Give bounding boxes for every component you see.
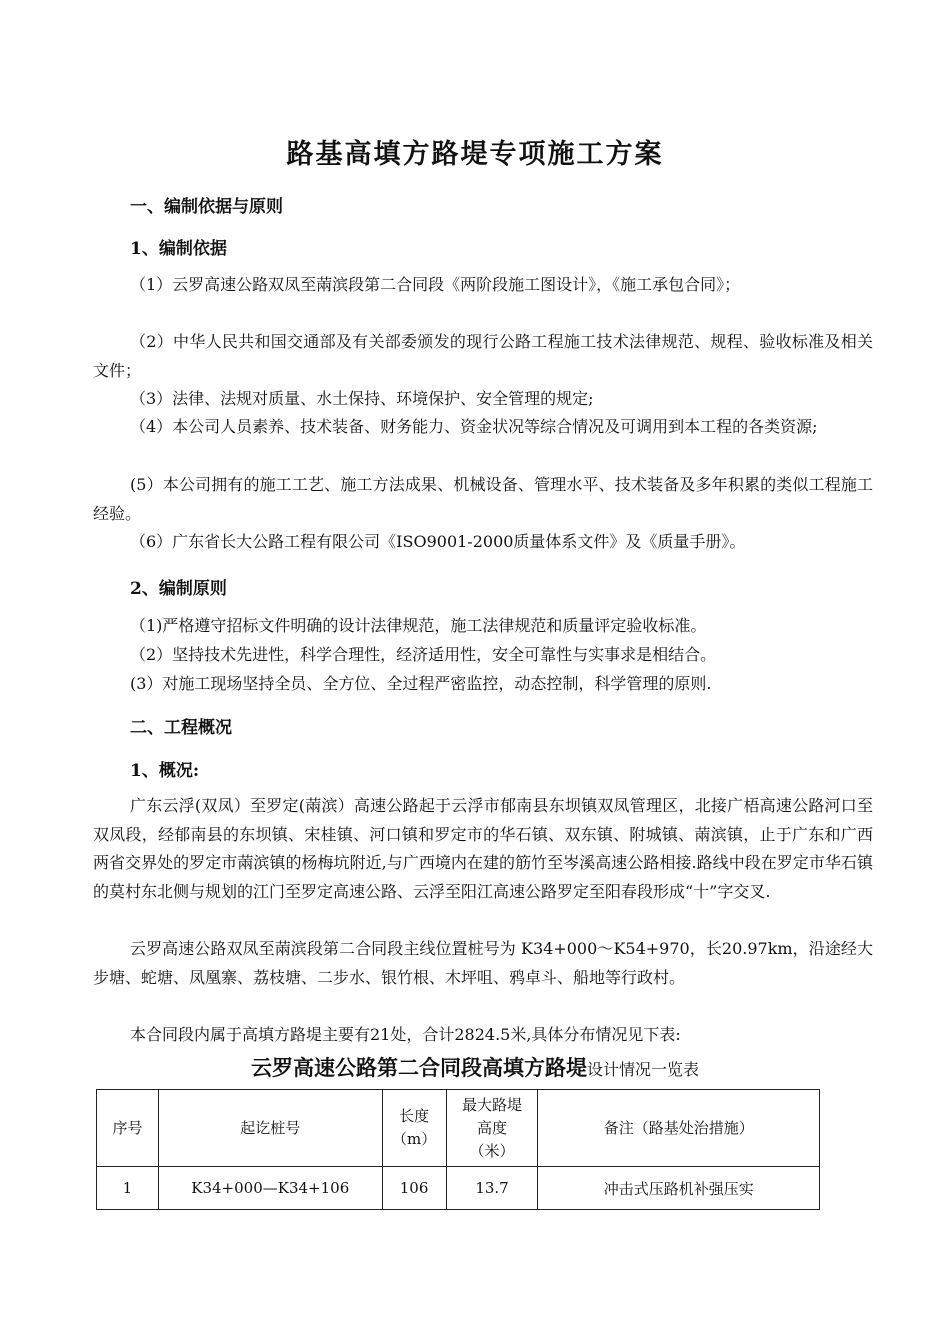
basis-item-6: （6）广东省长大公路工程有限公司《ISO9001-2000质量体系文件》及《质量手册》。	[130, 532, 746, 551]
header-length-line1: 长度	[399, 1107, 430, 1125]
cell-length: 106	[382, 1167, 446, 1210]
subsection-heading-principles: 2、编制原则	[130, 579, 227, 599]
table-row	[97, 1167, 820, 1210]
header-height-line2: 高度	[477, 1118, 508, 1137]
basis-item-2: （2）中华人民共和国交通部及有关部委颁发的现行公路工程施工技术法律规范、规程、验收标准及相关文件；	[93, 332, 873, 380]
header-length	[382, 1090, 446, 1167]
basis-item-4: （4）本公司人员素养、技术装备、财务能力、资金状况等综合情况及可调用到本工程的各类资源;	[130, 417, 818, 436]
basis-item-3: （3）法律、法规对质量、水土保持、环境保护、安全管理的规定;	[130, 389, 594, 408]
basis-item-1: （1）云罗高速公路双凤至䓣滨段第二合同段《两阶段施工图设计》，《施工承包合同》；	[130, 275, 741, 294]
overview-paragraph-2: 云罗高速公路双凤至䓣滨段第二合同段主线位置桩号为 K34+000～K54+970，长20.97km，沿途经大步塘、蛇塘、凤凰寨、荔枝塘、二步水、银竹根、木坪咀、鸦卓斗、船地等行政村。	[93, 939, 873, 987]
header-station: 起讫桩号	[158, 1090, 382, 1167]
section-heading-overview: 二、工程概况	[130, 718, 232, 738]
cell-height: 13.7	[446, 1167, 538, 1210]
header-remark: 备注（路基处治措施）	[538, 1090, 820, 1167]
table-title-sub: 设计情况一览表	[586, 1060, 699, 1079]
document-title: 路基高填方路堤专项施工方案	[286, 139, 664, 170]
header-height-line3: （米）	[469, 1141, 515, 1160]
header-no: 序号	[97, 1090, 159, 1167]
principle-item-2: （2）坚持技术先进性，科学合理性，经济适用性，安全可靠性与实事求是相结合。	[130, 645, 717, 664]
principle-item-3: (3）对施工现场坚持全员、全方位、全过程严密监控，动态控制，科学管理的原则.	[130, 674, 712, 693]
overview-paragraph-3: 本合同段内属于高填方路堤主要有21处，合计2824.5米,具体分布情况见下表:	[130, 1025, 681, 1044]
overview-paragraph-1: 广东云浮(双凤）至罗定(䓣滨）高速公路起于云浮市郁南县东坝镇双凤管理区，北接广梧高速公路河口至双凤段，经郁南县的东坝镇、宋桂镇、河口镇和罗定市的华石镇、双东镇、附城镇、䓣滨镇，止于广东和广西两省交界处的罗定市䓣滨镇的杨梅坑附近,与广西境内在建的筋竹至岑溪高速公路相接.路线中段在罗定市华石镇的莫村东北侧与规划的江门至罗定高速公路、云浮至阳江高速公路罗定至阳春段形成“十”字交叉.	[93, 796, 873, 901]
header-height	[446, 1090, 538, 1167]
basis-item-5: (5）本公司拥有的施工工艺、施工方法成果、机械设备、管理水平、技术装备及多年积累的类似工程施工经验。	[93, 475, 873, 523]
section-heading-basis-principles: 一、编制依据与原则	[130, 197, 283, 217]
cell-remark: 冲击式压路机补强压实	[538, 1167, 820, 1210]
cell-station: K34+000—K34+106	[158, 1167, 382, 1210]
embankment-table	[96, 1089, 820, 1210]
table-title-main: 云罗高速公路第二合同段高填方路堤	[250, 1055, 587, 1080]
principle-item-1: （1)严格遵守招标文件明确的设计法律规范，施工法律规范和质量评定验收标准。	[130, 616, 707, 635]
subsection-heading-overview: 1、概况:	[130, 761, 200, 781]
subsection-heading-basis: 1、编制依据	[130, 239, 227, 259]
table-title	[0, 1052, 950, 1082]
table-header-row	[97, 1090, 820, 1167]
header-length-line2: （m）	[391, 1130, 437, 1148]
header-height-line1: 最大路堤	[462, 1095, 523, 1114]
cell-no: 1	[97, 1167, 159, 1210]
